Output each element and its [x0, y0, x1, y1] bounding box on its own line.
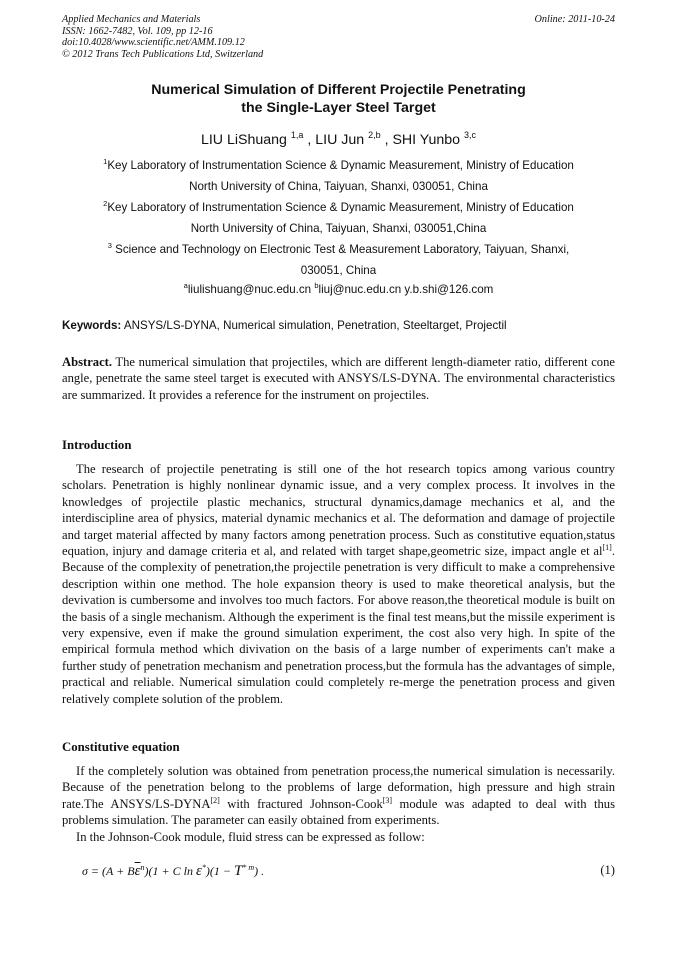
johnson-cook-formula: $\sigma = (A + B\overline{\varepsilon}^n)(1 + C$ $\ln \varepsilon^*)(1 - T^{* m})$ . [82, 863, 265, 879]
online-date: Online: 2011-10-24 [534, 14, 615, 25]
affiliation-1-mark: 1 [103, 157, 108, 166]
affiliation-3-line-2: 030051, China [300, 264, 377, 277]
citation-1: [1] [602, 543, 612, 553]
copyright-line: © 2012 Trans Tech Publications Ltd, Switzerland [62, 48, 264, 60]
abstract-text: The numerical simulation that projectiles, which are different length-diameter ratio, different cone angle, penetrate the same steel target is executed with ANSYS/LS-DYNA. The environmental characteristics are summarized. It provides a reference for the instrument on projectiles. [62, 355, 615, 402]
keywords [62, 319, 615, 333]
affiliation-1-line-1 [62, 159, 615, 173]
paper-title [62, 82, 615, 117]
affiliation-2-text: Key Laboratory of Instrumentation Science & Dynamic Measurement, Ministry of Education [107, 201, 574, 214]
journal-name: Applied Mechanics and Materials [62, 14, 201, 25]
affiliation-1-line-2: North University of China, Taiyuan, Shanxi, 030051, China [189, 180, 488, 193]
constitutive-body [62, 763, 615, 845]
constitutive-text-2: with fractured Johnson-Cook [219, 796, 383, 811]
affiliation-2-line-2: North University of China, Taiyuan, Shanxi, 030051,China [190, 222, 487, 235]
citation-3: [3] [382, 795, 393, 805]
author-2-affil: 2,b [368, 130, 381, 140]
issn-line: ISSN: 1662-7482, Vol. 109, pp 12-16 [62, 25, 213, 37]
affiliation-3-mark: 3 [107, 241, 112, 250]
email-b-mark: b [314, 281, 319, 290]
title-line-2: the Single-Layer Steel Target [241, 99, 436, 116]
affiliation-3-text: Science and Technology on Electronic Test & Measurement Laboratory, Taiyuan, Shanxi, [111, 243, 570, 256]
constitutive-text-3: module was adapted to deal with thus problems simulation. The parameter can easily obtained from experiments. [62, 796, 615, 828]
affiliation-1-text: Key Laboratory of Instrumentation Science & Dynamic Measurement, Ministry of Education [107, 159, 574, 172]
keywords-text: ANSYS/LS-DYNA, Numerical simulation, Penetration, Steeltarget, Projectil [121, 319, 507, 332]
constitutive-text-1: If the completely solution was obtained from penetration process,the numerical simulation is necessarily. Because of the penetration belong to the problems of large deformation, high pressure and high strain rate.The ANSYS/LS-DYNA [62, 764, 615, 811]
introduction-body [62, 461, 615, 707]
intro-text-1: The research of projectile penetrating is still one of the hot research topics among various country scholars. Penetration is highly nonlinear dynamic issue, and a very complex process. It involves in the knowledges of projectile plastic mechanics, structural dynamics,damage mechanics et al, and the interdiscipline area of physics, material dynamic mechanics et al. The deformation and damage of projectile and target material affected by many factors among penetration process. Such as constitutive equation,status equation, injury and damage criteria et al, and related with target shape,geometric size, impact angle et al [62, 462, 615, 559]
doi-line: doi:10.4028/www.scientific.net/AMM.109.12 [62, 37, 245, 48]
email-b: liuj@nuc.edu.cn y.b.shi@126.com [318, 283, 494, 296]
abstract-label: Abstract. [62, 355, 113, 369]
affiliation-3-line-1 [62, 243, 615, 257]
affiliation-2-mark: 2 [103, 199, 108, 208]
author-2: , LIU Jun [307, 132, 365, 148]
author-3: , SHI Yunbo [384, 132, 461, 148]
email-a-mark: a [183, 281, 188, 290]
constitutive-text-4: In the Johnson-Cook module, fluid stress can be expressed as follow: [76, 829, 425, 844]
author-1-affil: 1,a [290, 130, 304, 140]
title-line-1: Numerical Simulation of Different Projectile Penetrating [151, 82, 526, 98]
equation-number: (1) [600, 863, 615, 877]
introduction-heading: Introduction [62, 438, 132, 452]
journal-header [62, 14, 615, 60]
email-line [62, 283, 615, 297]
affiliation-2-line-1 [62, 201, 615, 215]
keywords-label: Keywords: [62, 319, 122, 332]
equation-1 [82, 860, 615, 884]
author-list [62, 131, 615, 149]
citation-2: [2] [210, 795, 220, 805]
author-3-affil: 3,c [464, 130, 477, 140]
intro-text-2: . Because of the complexity of penetration,the projectile penetration is very difficult to make a comprehensive description within one method. The hole expansion theory is used to make theoretical analysis, but the devivation is cumbersome and involves too much factors. For above reason,the theoretical module is built on the basis of a single mechanism. Although the experiment is the final test means,but the missile experiment is very expensive, even if make the ground simulation experiment, the cost also very high. In spite of the empirical formula method which divivation on the basis of a large number of experiments can't make a further study of penetration mechanism and penetration process,but the formula has the advantages of simple, practical and reliable. Numerical simulation could completely re-merge the penetration process and given relatively complete solution of the problem. [62, 544, 615, 706]
constitutive-heading: Constitutive equation [62, 740, 180, 754]
author-1: LIU LiShuang [200, 132, 287, 148]
email-a: liulishuang@nuc.edu.cn [187, 283, 315, 296]
abstract [62, 354, 615, 403]
